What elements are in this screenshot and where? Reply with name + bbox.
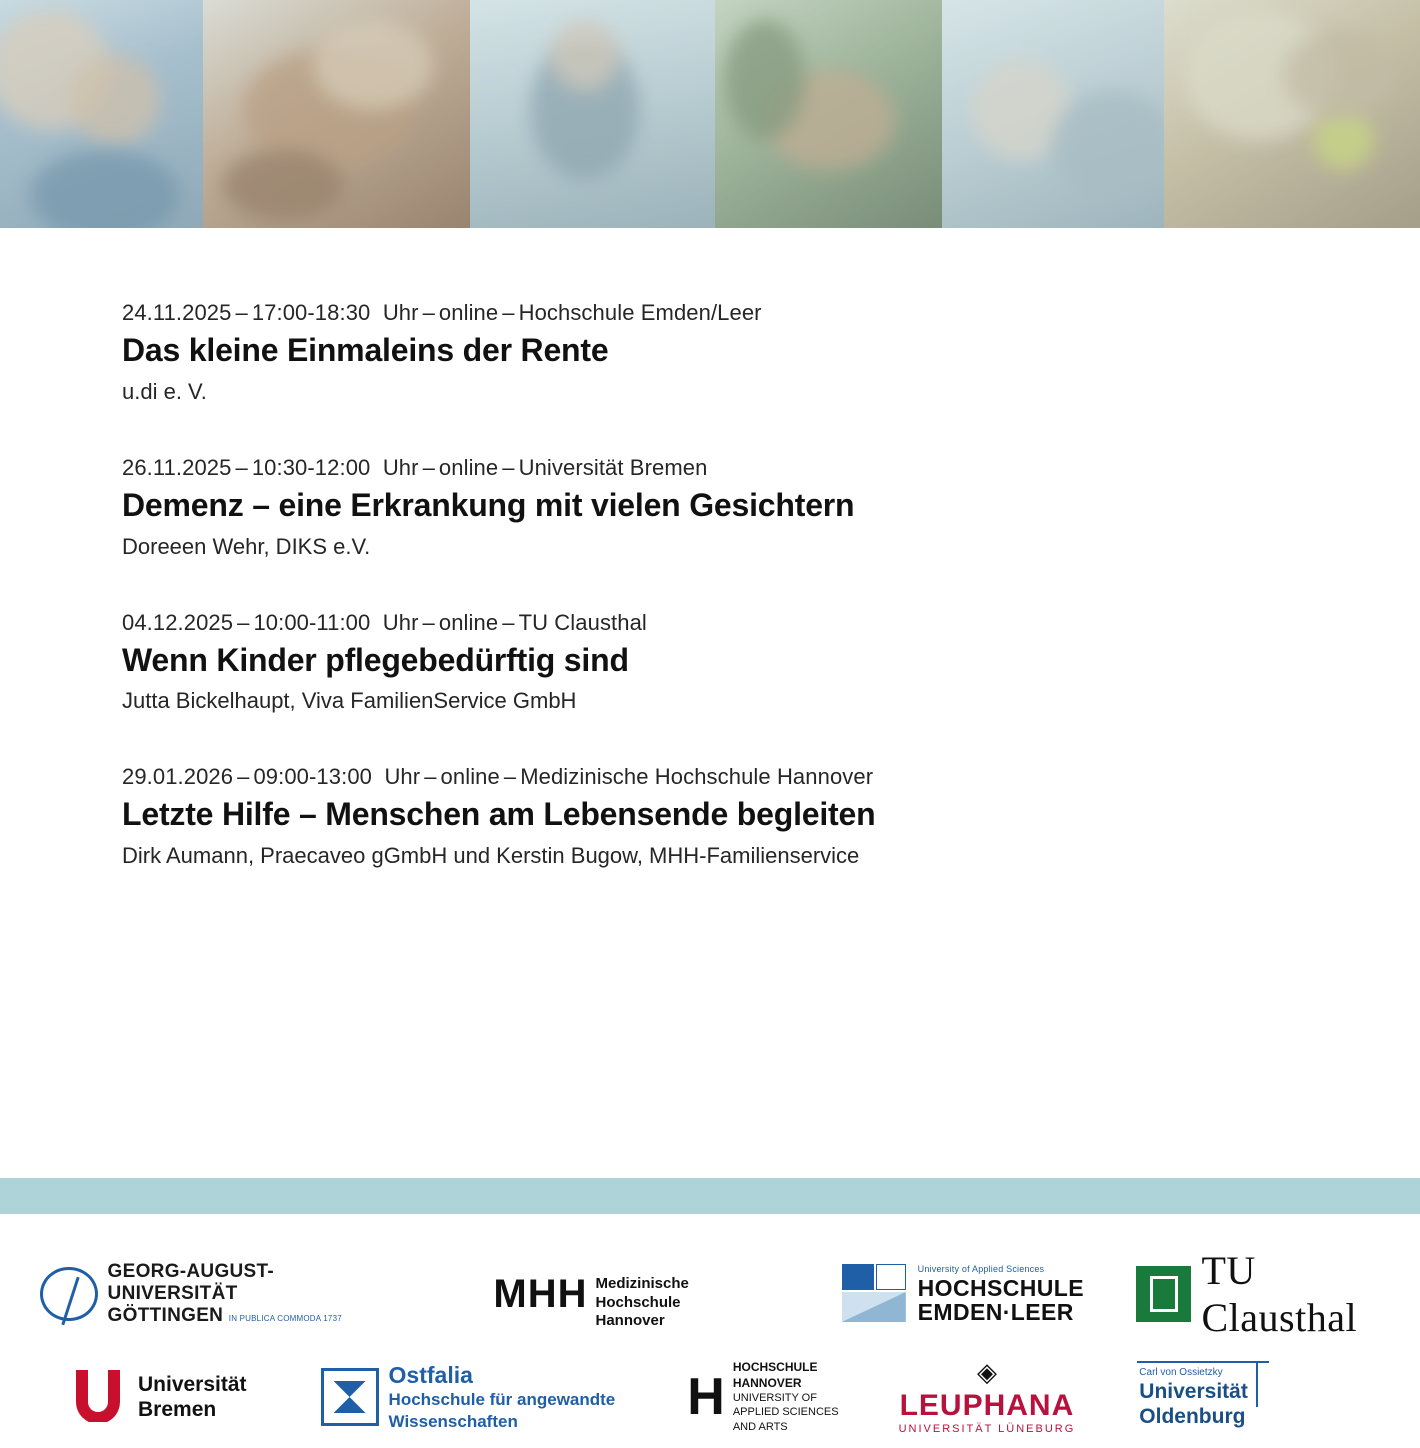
event-date: 29.01.2026: [122, 764, 234, 790]
event-title: Das kleine Einmaleins der Rente: [122, 332, 609, 368]
event-item: [122, 300, 1322, 405]
tu-clausthal-wordmark: TU Clausthal: [1201, 1248, 1358, 1340]
logo-leuphana: [899, 1359, 1076, 1435]
meta-separator: –: [502, 454, 515, 480]
event-time: 10:00-11:00: [253, 609, 371, 635]
event-format: online: [438, 454, 499, 480]
photo-senior-woman-smiling: [942, 0, 1164, 228]
goettingen-motto: IN PUBLICA COMMODA 1737: [228, 1314, 342, 1323]
goettingen-line2: GÖTTINGEN: [107, 1305, 224, 1326]
event-institution: Hochschule Emden/Leer: [518, 300, 762, 325]
bremen-line2: Bremen: [138, 1398, 217, 1421]
bremen-u-icon: [70, 1368, 126, 1427]
hsh-line4: APPLIED SCIENCES: [732, 1406, 839, 1419]
event-time-unit: Uhr: [384, 764, 421, 790]
event-list: [0, 228, 1322, 869]
event-speaker: Jutta Bickelhaupt, Viva FamilienService GmbH: [122, 688, 577, 714]
photo-holding-hands: [203, 0, 470, 228]
event-time-unit: Uhr: [382, 300, 419, 325]
hsh-line2: HANNOVER: [732, 1375, 802, 1390]
mhh-line1: Medizinische Hochschule: [595, 1274, 689, 1311]
oldenburg-rule-right: [1256, 1361, 1258, 1407]
partner-logo-area: [0, 1214, 1420, 1435]
logo-hochschule-emden-leer: [842, 1264, 1084, 1324]
event-format: online: [438, 300, 499, 325]
event-meta: [122, 610, 1322, 636]
meta-separator: –: [235, 454, 248, 480]
emden-leer-mark-icon: [842, 1264, 908, 1324]
event-time: 17:00-18:30: [251, 300, 371, 325]
ostfalia-line1: Ostfalia: [388, 1362, 473, 1389]
logo-uni-oldenburg: [1137, 1361, 1258, 1432]
event-item: [122, 455, 1322, 560]
hsh-line3: UNIVERSITY OF: [732, 1392, 817, 1405]
photo-helping-hands-outdoor: [715, 0, 942, 228]
meta-separator: –: [422, 300, 435, 325]
event-title: Wenn Kinder pflegebedürftig sind: [122, 641, 629, 678]
logo-tu-clausthal: [1136, 1247, 1420, 1341]
ostfalia-line3: Wissenschaften: [388, 1411, 518, 1431]
event-date: 24.11.2025: [122, 300, 232, 325]
tu-clausthal-crest-icon: [1136, 1266, 1192, 1322]
meta-separator: –: [235, 300, 248, 325]
bremen-line1: Universität: [138, 1372, 247, 1396]
oldenburg-line1: Universität: [1139, 1380, 1248, 1404]
mhh-line2: Hannover: [595, 1312, 665, 1330]
oldenburg-subtitle: Carl von Ossietzky: [1139, 1367, 1223, 1379]
event-title: Letzte Hilfe – Menschen am Lebensende begleiten: [122, 796, 876, 833]
logo-ostfalia: [321, 1362, 616, 1432]
oldenburg-line2: Oldenburg: [1139, 1404, 1246, 1428]
event-speaker: Doreeen Wehr, DIKS e.V.: [122, 533, 371, 559]
meta-separator: –: [237, 609, 250, 635]
event-time-unit: Uhr: [382, 454, 419, 480]
event-institution: TU Clausthal: [518, 609, 647, 635]
event-meta: [122, 455, 1322, 481]
event-institution: Universität Bremen: [518, 454, 708, 480]
hsh-line5: AND ARTS: [732, 1420, 788, 1433]
meta-separator: –: [502, 300, 515, 325]
event-time: 09:00-13:00: [253, 764, 372, 790]
meta-separator: –: [424, 764, 437, 790]
leuphana-hex-icon: ◈: [976, 1357, 997, 1387]
logo-uni-goettingen: [40, 1261, 401, 1327]
event-title: Demenz – eine Erkrankung mit vielen Gesichtern: [122, 486, 855, 523]
event-format: online: [438, 609, 499, 635]
event-item: [122, 764, 1322, 869]
event-meta: [122, 300, 1322, 326]
leuphana-line2: UNIVERSITÄT LÜNEBURG: [898, 1423, 1076, 1435]
meta-separator: –: [502, 609, 515, 635]
photo-mother-child-laptop: [0, 0, 203, 228]
event-time-unit: Uhr: [382, 609, 419, 635]
meta-separator: –: [503, 764, 517, 790]
event-item: [122, 610, 1322, 715]
ostfalia-mark-icon: [321, 1368, 379, 1426]
ostfalia-line2: Hochschule für angewandte: [388, 1390, 616, 1410]
photo-woman-sitting: [470, 0, 715, 228]
goettingen-seal-icon: [40, 1267, 98, 1321]
footer-color-band: [0, 1178, 1420, 1214]
goettingen-line1: GEORG-AUGUST-UNIVERSITÄT: [107, 1261, 275, 1304]
logo-uni-bremen: [70, 1368, 247, 1427]
event-date: 26.11.2025: [122, 454, 232, 480]
photo-senior-with-ball: [1164, 0, 1420, 228]
meta-separator: –: [422, 454, 435, 480]
header-image-strip: [0, 0, 1420, 228]
event-meta: [122, 764, 1322, 790]
event-time: 10:30-12:00: [251, 454, 371, 480]
hsh-line1: HOCHSCHULE: [732, 1359, 818, 1374]
event-speaker: Dirk Aumann, Praecaveo gGmbH und Kerstin Bugow, MHH-Familienservice: [122, 843, 860, 869]
event-date: 04.12.2025: [122, 609, 234, 635]
mhh-wordmark-icon: MHH: [493, 1271, 588, 1316]
logo-mhh: [493, 1257, 775, 1331]
meta-separator: –: [422, 609, 435, 635]
event-speaker: u.di e. V.: [122, 378, 207, 404]
leuphana-line1: LEUPHANA: [899, 1389, 1075, 1422]
hochschule-hannover-h-icon: H: [687, 1367, 725, 1426]
logo-hochschule-hannover: [687, 1360, 838, 1434]
event-institution: Medizinische Hochschule Hannover: [520, 764, 874, 790]
oldenburg-rule-top: [1137, 1361, 1269, 1363]
event-format: online: [440, 764, 500, 790]
emden-leer-line2: EMDEN·LEER: [917, 1299, 1074, 1325]
meta-separator: –: [237, 764, 250, 790]
emden-leer-subtitle: University of Applied Sciences: [917, 1263, 1045, 1274]
emden-leer-line1: HOCHSCHULE: [917, 1274, 1084, 1301]
